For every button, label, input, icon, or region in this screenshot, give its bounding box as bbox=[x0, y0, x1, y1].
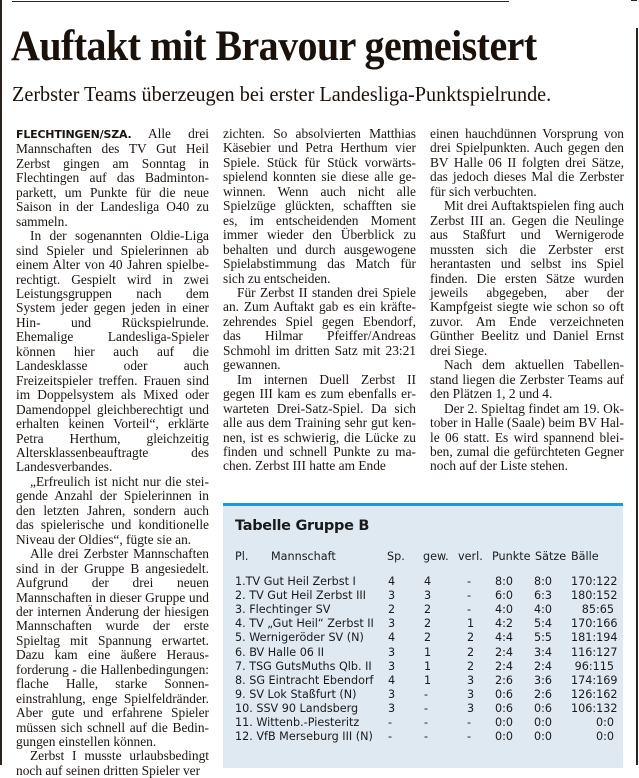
cell-baelle: 170:122 bbox=[571, 575, 618, 588]
cell-saetze: 0:6 bbox=[534, 701, 553, 715]
cell-gew: - bbox=[424, 687, 429, 701]
cell-gew: 4 bbox=[424, 575, 432, 588]
cell-punkte: 0:6 bbox=[495, 687, 514, 701]
header-punkte: Punkte bbox=[492, 550, 531, 563]
cell-baelle: 174:169 bbox=[571, 673, 618, 687]
left-column-rule bbox=[0, 0, 2, 765]
cell-saetze: 5:5 bbox=[534, 631, 553, 645]
dateline: FLECHTINGEN/SZA. bbox=[16, 128, 132, 141]
paragraph: Zerbst I musste urlaubsbedingt noch auf seinen dritten Spieler ver bbox=[16, 748, 209, 778]
article-column-3 bbox=[430, 127, 624, 474]
cell-sp: - bbox=[388, 716, 393, 729]
header-saetze: Sätze bbox=[535, 550, 567, 563]
paragraph: Für Zerbst II standen drei Spiele an. Zum Auftakt gab es ein kräftezehrendes Spiel gegen Ebendorf, das Hilmar Pfeiffer/Andreas Schmohl im dritten Satz mit 23:21 gewannen. bbox=[223, 284, 416, 373]
cell-name: 9. SV Lok Staßfurt (N) bbox=[235, 687, 357, 701]
table-title: Tabelle Gruppe B bbox=[235, 518, 370, 534]
cell-gew: 1 bbox=[424, 659, 432, 673]
cell-baelle: 126:162 bbox=[571, 687, 618, 701]
cell-sp: 3 bbox=[388, 701, 396, 715]
paragraph: Nach dem aktuellen Tabellenstand liegen die Zerbster Teams auf den Plätzen 1, 2 und 4. bbox=[430, 357, 624, 402]
cell-sp: 3 bbox=[388, 589, 396, 603]
cell-punkte: 4:2 bbox=[495, 617, 514, 631]
cell-name: 7. TSG GutsMuths Qlb. II bbox=[235, 659, 372, 673]
header-pl: Pl. bbox=[235, 550, 249, 563]
cell-gew: 2 bbox=[424, 617, 432, 631]
cell-verl: - bbox=[467, 575, 472, 588]
paragraph: Der 2. Spieltag findet am 19. Oktober in Halle (Saale) beim BV Halle 06 statt. Es wird spannend bleiben, zumal die gefürchteten Gegner noch auf der Liste stehen. bbox=[430, 400, 624, 474]
cell-gew: 1 bbox=[424, 673, 432, 687]
paragraph-text: Alle drei Mannschaften des TV Gut Heil Zerbst gingen am Sonntag in Flechtingen auf das Badmintonparkett, um Punkte für die neue Saison in der Landesliga O40 zu sammeln. bbox=[16, 126, 209, 229]
cell-sp: 2 bbox=[388, 603, 396, 617]
cell-sp: 4 bbox=[388, 631, 396, 645]
cell-saetze: 0:0 bbox=[534, 730, 553, 744]
cell-punkte: 6:0 bbox=[495, 589, 514, 603]
cell-punkte: 0:0 bbox=[495, 716, 514, 729]
cell-baelle: 116:127 bbox=[571, 645, 618, 659]
header-sp: Sp. bbox=[387, 550, 405, 563]
cell-name: 2. TV Gut Heil Zerbst III bbox=[235, 589, 366, 603]
paragraph bbox=[16, 127, 209, 229]
cell-punkte: 8:0 bbox=[495, 575, 514, 588]
cell-name: 10. SSV 90 Landsberg bbox=[235, 701, 359, 715]
cell-baelle: 96:115 bbox=[574, 659, 614, 673]
header-team: Mannschaft bbox=[271, 550, 336, 563]
cell-gew: 3 bbox=[424, 589, 432, 603]
cell-punkte: 0:0 bbox=[495, 730, 514, 744]
paragraph: einen hauchdünnen Vorsprung von drei Spielpunkten. Auch gegen den BV Halle 06 II folgten drei Sätze, das jedoch dieses Mal die Zerbster für sich verbuchten. bbox=[430, 126, 624, 199]
cell-baelle: 180:152 bbox=[571, 589, 618, 603]
article-column-2 bbox=[223, 127, 416, 474]
cell-name: 11. Wittenb.-Piesteritz bbox=[235, 716, 360, 729]
cell-punkte: 4:0 bbox=[495, 603, 514, 617]
cell-saetze: 2:6 bbox=[534, 687, 553, 701]
cell-punkte: 0:6 bbox=[495, 701, 514, 715]
cell-gew: - bbox=[424, 701, 429, 715]
cell-verl: 1 bbox=[467, 617, 475, 631]
paragraph: Im internen Duell Zerbst II gegen III kam es zum ebenfalls erwarteten Drei-Satz-Spiel. Da sich alle aus dem Training sehr gut kennen, ist es schwierig, die Lücke zu finden und schnell Punkte zu machen. Zerbst III hatte am Ende bbox=[223, 371, 416, 474]
cell-name: 4. TV „Gut Heil“ Zerbst II bbox=[235, 617, 374, 631]
cell-verl: - bbox=[467, 589, 472, 603]
cell-saetze: 5:4 bbox=[534, 617, 553, 631]
cell-sp: 4 bbox=[388, 575, 396, 588]
cell-verl: 2 bbox=[467, 645, 475, 659]
article-column-1 bbox=[16, 127, 209, 778]
cell-sp: 3 bbox=[388, 687, 396, 701]
cell-gew: 2 bbox=[424, 603, 432, 617]
cell-saetze: 3:6 bbox=[534, 673, 553, 687]
cell-baelle: 181:194 bbox=[571, 631, 618, 645]
cell-saetze: 4:0 bbox=[534, 603, 553, 617]
cell-gew: 2 bbox=[424, 631, 432, 645]
cell-verl: 2 bbox=[467, 659, 475, 673]
cell-baelle: 85:65 bbox=[581, 603, 614, 617]
cell-gew: 1 bbox=[424, 645, 432, 659]
cell-name: 5. Wernigeröder SV (N) bbox=[235, 631, 364, 645]
cell-baelle: 0:0 bbox=[595, 730, 614, 744]
cell-gew: - bbox=[424, 716, 429, 729]
cell-verl: - bbox=[467, 716, 472, 729]
cell-sp: - bbox=[388, 730, 393, 744]
header-baelle: Bälle bbox=[571, 550, 599, 563]
cell-punkte: 2:4 bbox=[495, 659, 514, 673]
cell-baelle: 170:166 bbox=[571, 617, 618, 631]
cell-verl: 2 bbox=[467, 631, 475, 645]
headline: Auftakt mit Bravour gemeistert bbox=[11, 23, 537, 70]
right-corner-tick bbox=[631, 0, 637, 1]
right-column-rule bbox=[636, 28, 638, 765]
cell-name: 1.TV Gut Heil Zerbst I bbox=[235, 575, 356, 588]
paragraph: Mit drei Auftaktspielen fing auch Zerbst III an. Gegen die Neulinge aus Staßfurt und Wernigerode mussten sich die Zerbster erst herantasten und selbst ins Spiel finden. Die ersten Sätze wurden jeweils abgegeben, aber der Kampfgeist siegte wie schon so oft zuvor. Am Ende verzeichneten Günther Beelitz und Daniel Ernst drei Siege. bbox=[430, 198, 624, 358]
cell-verl: 3 bbox=[467, 687, 475, 701]
cell-name: 3. Flechtinger SV bbox=[235, 603, 331, 617]
cell-sp: 3 bbox=[388, 659, 396, 673]
cell-punkte: 4:4 bbox=[495, 631, 514, 645]
paragraph: Alle drei Zerbster Mannschaften sind in der Gruppe B angesiedelt. Aufgrund der drei neuen Mannschaften in dieser Gruppe und der internen Änderung der hiesigen Mannschaften wurde der erste Spieltag mit Spannung erwartet. Dazu kam eine äußere Herausforderung - die Hallenbedingungen: flache Halle, starke Sonneneinstrahlung, enge Spielfeldränder. Aber gute und erfahrene Spieler müssen sich schnell auf die Bedingungen einstellen können. bbox=[16, 546, 209, 750]
cell-name: 6. BV Halle 06 II bbox=[235, 645, 325, 659]
paragraph: zichten. So absolvierten Matthias Käsebier und Petra Herthum vier Spiele. Stück für Stück vorwärtsspielend konnten sie diese alle gewinnen. Wenn auch nicht alle Spielzüge glückten, schafften sie es, im entscheidenden Moment immer wieder den Überblick zu behalten und durch ausgewogene Spielabstimmung das Match für sich zu entscheiden. bbox=[223, 126, 416, 286]
cell-verl: - bbox=[467, 603, 472, 617]
header-gew: gew. bbox=[423, 550, 449, 563]
cell-verl: 3 bbox=[467, 673, 475, 687]
cell-verl: 3 bbox=[467, 701, 475, 715]
cell-saetze: 8:0 bbox=[534, 575, 553, 588]
top-rule bbox=[12, 1, 509, 2]
paragraph: „Erfreulich ist nicht nur die steigende Anzahl der Spielerinnen in den letzten Jahren, sondern auch das spielerische und konditionelle Niveau der Oldies“, fügte sie an. bbox=[16, 473, 209, 547]
cell-name: 12. VfB Merseburg III (N) bbox=[235, 730, 373, 744]
cell-sp: 3 bbox=[388, 617, 396, 631]
cell-sp: 4 bbox=[388, 673, 396, 687]
cell-saetze: 6:3 bbox=[534, 589, 553, 603]
cell-name: 8. SG Eintracht Ebendorf bbox=[235, 673, 374, 687]
header-verl: verl. bbox=[458, 550, 483, 563]
standings-table bbox=[223, 503, 623, 768]
cell-saetze: 2:4 bbox=[534, 659, 553, 673]
subheadline: Zerbster Teams überzeugen bei erster Landesliga-Punktspielrunde. bbox=[12, 82, 552, 106]
paragraph: In der sogenannten Oldie-Liga sind Spieler und Spielerinnen ab einem Alter von 40 Jahren spielberechtigt. Gespielt wird in zwei Leistungsgruppen nach dem System jeder gegen jeden in einer Hin- und Rückspielrunde. Ehemalige Landesliga-Spieler können hier auch auf die Landesklasse oder auch Freizeitspieler treffen. Frauen sind im Doppelsystem als Mixed oder Damendoppel gleichberechtigt und erhalten keinen Vorteil“, erklärte Petra Herthum, gleichzeitig Altersklassenbeauftragte des Landesverbandes. bbox=[16, 228, 209, 475]
cell-saetze: 3:4 bbox=[534, 645, 553, 659]
cell-sp: 3 bbox=[388, 645, 396, 659]
cell-gew: - bbox=[424, 730, 429, 744]
cell-saetze: 0:0 bbox=[534, 716, 553, 729]
cell-verl: - bbox=[467, 730, 472, 744]
cell-baelle: 106:132 bbox=[571, 701, 618, 715]
cell-baelle: 0:0 bbox=[595, 716, 614, 729]
cell-punkte: 2:4 bbox=[495, 645, 514, 659]
cell-punkte: 2:6 bbox=[495, 673, 514, 687]
